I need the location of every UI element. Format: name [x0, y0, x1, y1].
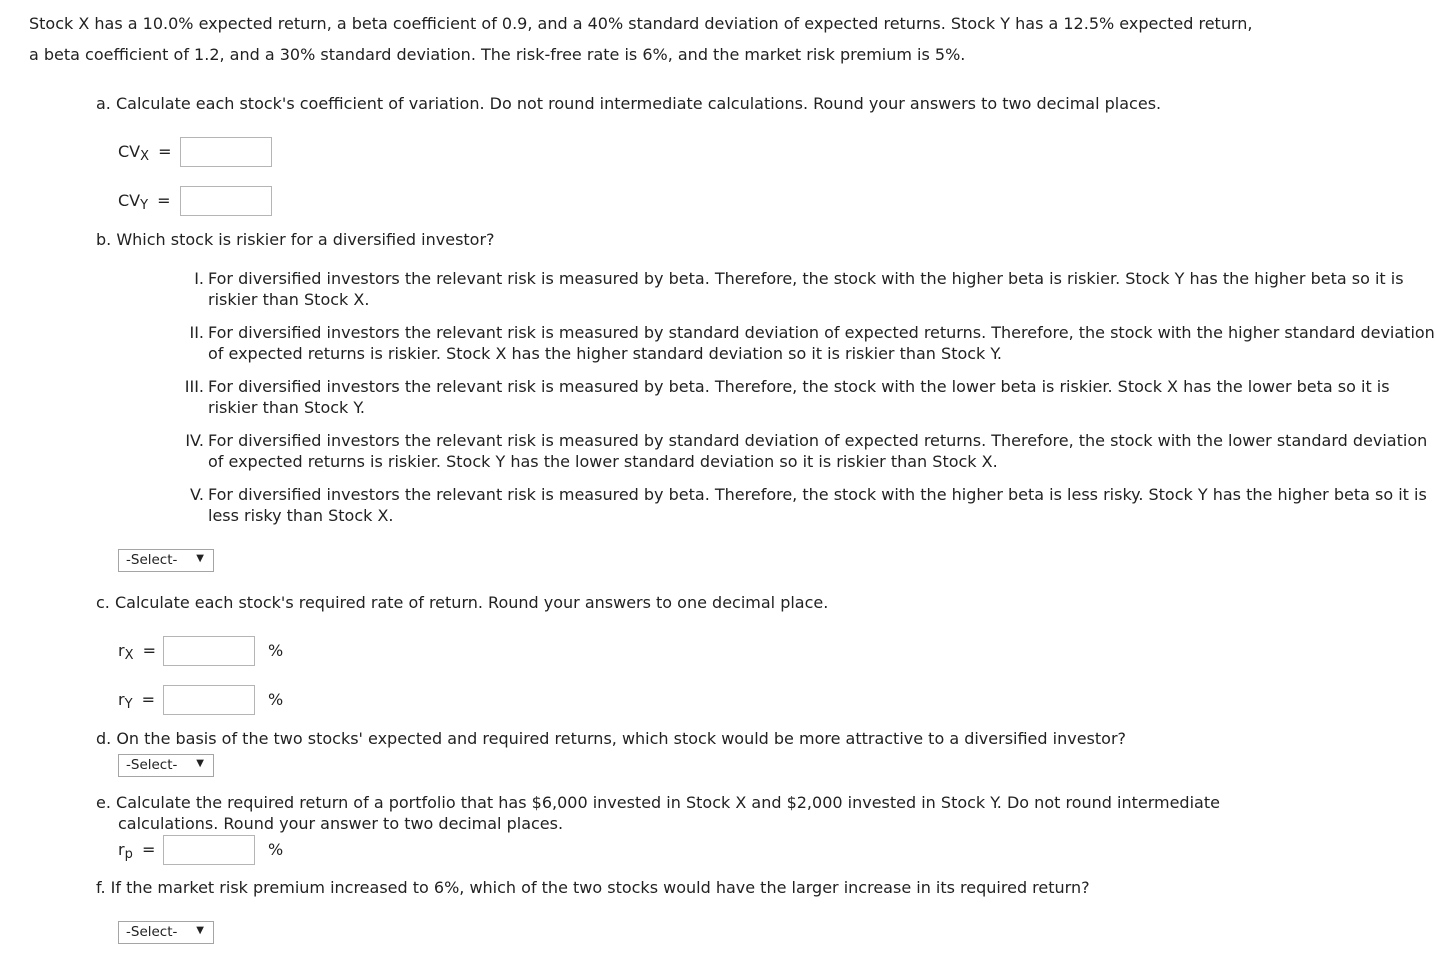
rx-input[interactable] — [163, 636, 255, 666]
cvx-input[interactable] — [180, 137, 272, 167]
choice-iii-number: III. — [184, 377, 204, 396]
choice-i-text: For diversified investors the relevant risk is measured by beta. Therefore, the stock with the higher beta is riskier. Stock Y has the higher beta so it is riskier than Stock X. — [208, 269, 1404, 309]
cvx-equals: = — [158, 142, 172, 161]
rx-equals: = — [142, 641, 156, 660]
choice-iv-text: For diversified investors the relevant risk is measured by standard deviation of expected returns. Therefore, the stock with the lower standard deviation of expected returns is riskier. Stock Y has the lower standard deviation so it is riskier than Stock X. — [208, 431, 1428, 471]
part-f-select-value: -Select- — [126, 924, 178, 940]
part-b-select[interactable] — [118, 549, 214, 572]
ry-label-main: r — [118, 690, 125, 709]
part-a-question: a. Calculate each stock's coefficient of variation. Do not round intermediate calculations. Round your answers to two decimal places. — [96, 94, 1162, 113]
choice-i-number: I. — [194, 269, 204, 288]
cvx-label-main: CV — [118, 142, 141, 161]
chevron-down-icon: ▼ — [196, 758, 204, 769]
ry-equals: = — [141, 690, 156, 709]
rp-equals: = — [141, 840, 156, 859]
part-f-question: f. If the market risk premium increased to 6%, which of the two stocks would have the larger increase in its required return? — [96, 878, 1090, 897]
cvy-label-sub: Y — [140, 198, 149, 213]
choice-v-number: V. — [190, 485, 204, 504]
ry-unit: % — [268, 690, 284, 709]
part-b-select-value: -Select- — [126, 552, 178, 568]
chevron-down-icon: ▼ — [196, 553, 204, 564]
rp-label-sub: p — [124, 847, 133, 862]
ry-label-sub: Y — [124, 697, 133, 712]
part-d-question: d. On the basis of the two stocks' expected and required returns, which stock would be more attractive to a diversified investor? — [96, 729, 1127, 748]
part-d-select[interactable] — [118, 754, 214, 777]
part-e-question-line-2: calculations. Round your answer to two decimal places. — [118, 814, 564, 833]
rp-input[interactable] — [163, 835, 255, 865]
ry-label — [118, 690, 156, 712]
rx-label — [118, 641, 156, 663]
rx-unit: % — [268, 641, 284, 660]
intro-line-1: Stock X has a 10.0% expected return, a beta coefficient of 0.9, and a 40% standard deviation of expected returns. Stock Y has a 12.5% expected return, — [29, 14, 1253, 33]
choice-iv-number: IV. — [185, 431, 204, 450]
choice-ii-number: II. — [189, 323, 204, 342]
cvy-equals: = — [157, 191, 171, 210]
choice-ii-text: For diversified investors the relevant risk is measured by standard deviation of expected returns. Therefore, the stock with the higher standard deviation of expected returns is riskier. Stock X has the higher standard deviation so it is riskier than Stock Y. — [208, 323, 1435, 363]
part-d-select-value: -Select- — [126, 757, 178, 773]
rx-label-main: r — [118, 641, 125, 660]
cvx-label-sub: X — [140, 149, 150, 164]
part-e-question-line-1: e. Calculate the required return of a portfolio that has $6,000 invested in Stock X and $2,000 invested in Stock Y. Do not round intermediate — [96, 793, 1220, 812]
cvx-label — [118, 142, 172, 164]
part-c-question: c. Calculate each stock's required rate of return. Round your answers to one decimal place. — [96, 593, 829, 612]
choice-v-text: For diversified investors the relevant risk is measured by beta. Therefore, the stock with the higher beta is less risky. Stock Y has the higher beta so it is less risky than Stock X. — [208, 485, 1427, 525]
part-b-question: b. Which stock is riskier for a diversified investor? — [96, 230, 495, 249]
rp-unit: % — [268, 840, 284, 859]
rp-label — [118, 840, 156, 862]
rx-label-sub: X — [124, 648, 134, 663]
cvy-label — [118, 191, 171, 213]
part-f-select[interactable] — [118, 921, 214, 944]
choice-iii-text: For diversified investors the relevant risk is measured by beta. Therefore, the stock with the lower beta is riskier. Stock X has the lower beta so it is riskier than Stock Y. — [208, 377, 1390, 417]
intro-line-2: a beta coefficient of 1.2, and a 30% standard deviation. The risk-free rate is 6%, and the market risk premium is 5%. — [29, 45, 966, 64]
ry-input[interactable] — [163, 685, 255, 715]
cvy-label-main: CV — [118, 191, 141, 210]
chevron-down-icon: ▼ — [196, 925, 204, 936]
rp-label-main: r — [118, 840, 125, 859]
cvy-input[interactable] — [180, 186, 272, 216]
